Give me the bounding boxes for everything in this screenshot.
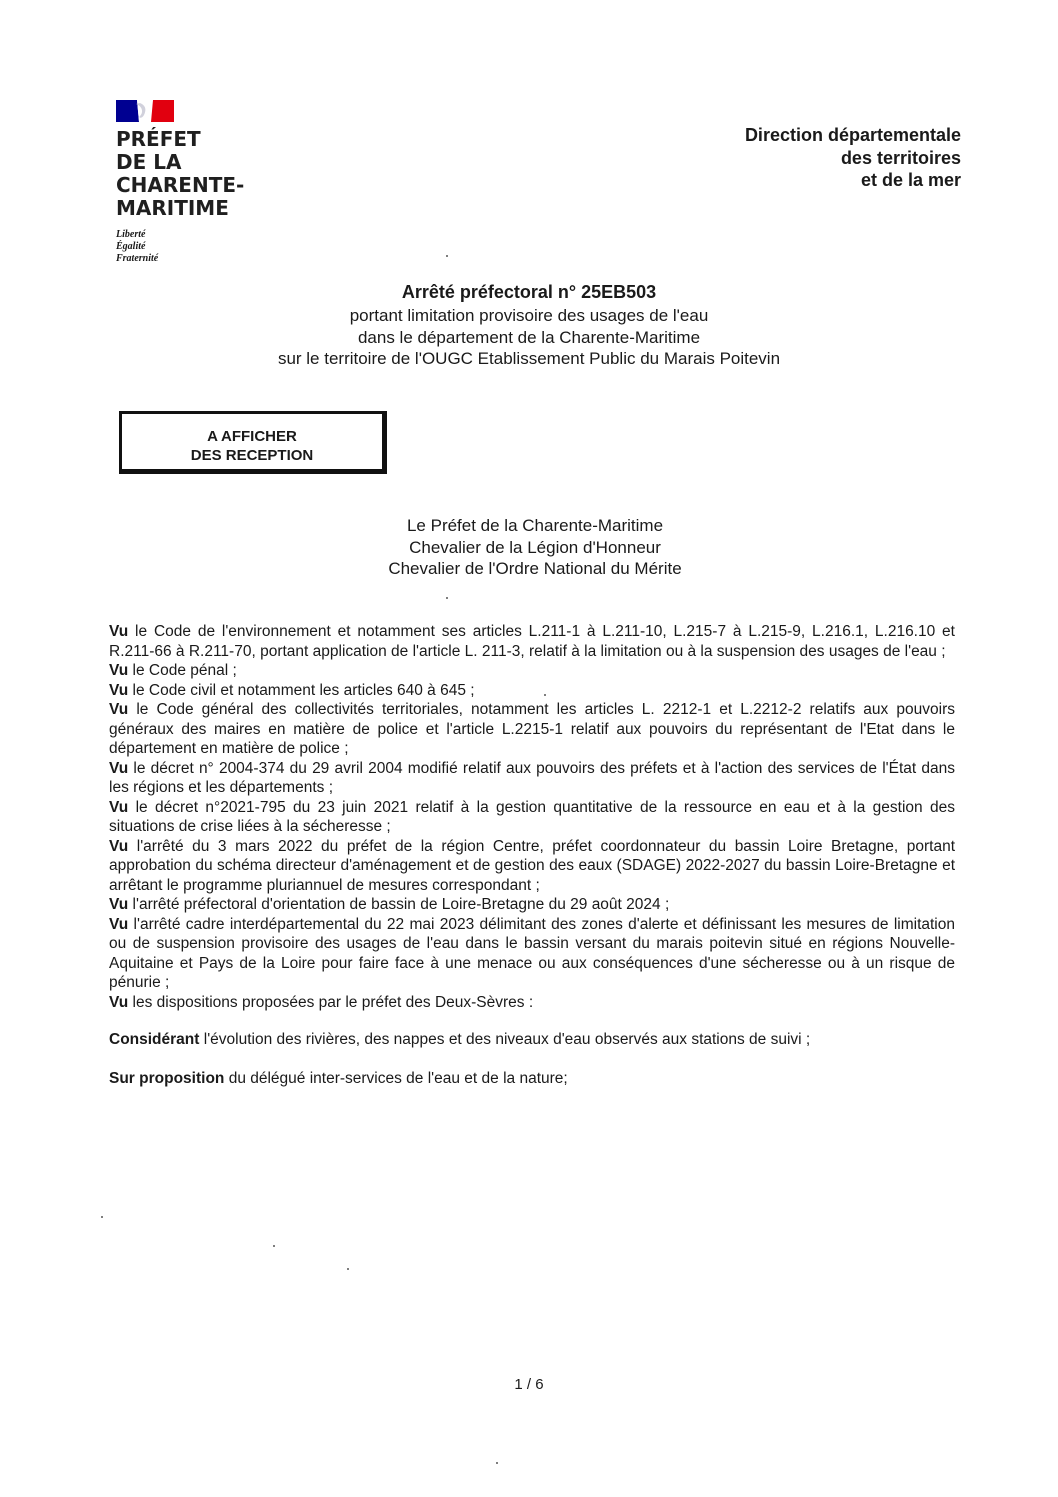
direction-line: des territoires [840, 147, 961, 168]
scan-speck [347, 1268, 349, 1270]
visa-paragraph [109, 915, 955, 993]
visa-paragraph [109, 837, 955, 896]
republic-motto [116, 229, 276, 265]
visa-lead: Vu [109, 837, 129, 855]
visa-paragraph [109, 700, 955, 759]
prefet-line: Le Préfet de la Charente-Maritime [406, 516, 664, 535]
considerant-paragraph [109, 1030, 955, 1050]
visa-paragraph [109, 895, 955, 915]
proposition-lead: Sur proposition [109, 1069, 225, 1087]
prefecture-name [116, 128, 276, 220]
proposition-text: du délégué inter-services de l'eau et de la nature; [224, 1069, 568, 1087]
visa-paragraph [109, 661, 955, 681]
visa-text: l'arrêté cadre interdépartemental du 22 mai 2023 délimitant des zones d'alerte et définissant les mesures de limitation ou de suspension provisoire des usages de l'eau dans le bassin versant du marais poitevin situé en régions Nouvelle-Aquitaine et Pays de la Loire pour faire face à une menace ou aux conséquences d'une sécheresse ou à un risque de pénurie ; [109, 915, 955, 991]
prefecture-logo [116, 100, 276, 265]
decree-subject-line: dans le département de la Charente-Maritime [357, 327, 701, 347]
scan-speck [446, 597, 448, 599]
considerant-text: l'évolution des rivières, des nappes et des niveaux d'eau observés aux stations de suivi ; [199, 1031, 811, 1048]
logo-line: DE LA [116, 150, 182, 174]
posting-notice-box [119, 411, 387, 474]
scan-speck [273, 1245, 275, 1247]
visa-text: l'arrêté préfectoral d'orientation de bassin de Loire-Bretagne du 29 août 2024 ; [128, 896, 670, 913]
prefet-titles [0, 515, 1058, 580]
visa-text: le Code pénal ; [128, 662, 237, 679]
direction-line: Direction départementale [744, 125, 961, 145]
issuing-direction [745, 124, 961, 192]
motto-line: Fraternité [116, 253, 159, 264]
prefet-line: Chevalier de la Légion d'Honneur [409, 537, 661, 557]
prefet-line: Chevalier de l'Ordre National du Mérite [388, 559, 682, 578]
logo-line: PRÉFET [116, 127, 201, 151]
notice-line: A AFFICHER [207, 428, 297, 445]
decree-body [109, 622, 955, 1088]
decree-subject-line: sur le territoire de l'OUGC Etablissement Public du Marais Poitevin [277, 349, 781, 368]
scan-speck [544, 694, 546, 696]
scan-speck [496, 1462, 498, 1464]
visa-paragraph [109, 681, 955, 701]
visa-lead: Vu [109, 662, 129, 679]
visa-lead: Vu [109, 993, 129, 1011]
visa-paragraph [109, 798, 955, 837]
marianne-flag-icon [116, 100, 174, 122]
visa-text: le décret n° 2004-374 du 29 avril 2004 modifié relatif aux pouvoirs des préfets et à l'action des services de l'État dans les régions et les départements ; [109, 759, 955, 796]
visa-text: l'arrêté du 3 mars 2022 du préfet de la région Centre, préfet coordonnateur du bassin Loire Bretagne, portant approbation du schéma directeur d'aménagement et de gestion des eaux (SDAGE) 2022-2027 du bassin Loire-Bretagne et arrêtant le programme pluriannuel de mesures correspondant ; [109, 837, 955, 894]
decree-number: Arrêté préfectoral n° 25EB503 [401, 282, 657, 302]
scan-speck [101, 1216, 103, 1218]
visa-paragraph [109, 622, 955, 661]
visa-text: le Code civil et notamment les articles 640 à 645 ; [128, 681, 475, 699]
considerant-lead: Considérant [109, 1031, 200, 1048]
visa-lead: Vu [109, 681, 129, 699]
motto-line: Liberté [116, 229, 146, 240]
direction-line: et de la mer [860, 170, 961, 190]
visa-lead: Vu [109, 759, 129, 777]
proposition-paragraph [109, 1069, 955, 1089]
visa-lead: Vu [109, 623, 129, 640]
visa-paragraph [109, 993, 955, 1013]
visa-lead: Vu [109, 915, 129, 933]
notice-line: DES RECEPTION [190, 447, 314, 464]
logo-line: MARITIME [116, 196, 229, 220]
visa-lead: Vu [109, 701, 129, 718]
visa-text: le Code de l'environnement et notamment ses articles L.211-1 à L.211-10, L.215-7 à L.215-9, L.216.1, L.216.10 et R.211-66 à R.211-70, portant application de l'article L. 211-3, relatif à la limitation ou à la suspension des usages de l'eau ; [109, 623, 955, 660]
visa-text: le Code général des collectivités territoriales, notamment les articles L. 2212-1 et L.2212-2 relatifs aux pouvoirs généraux des maires en matière de police et l'article L.2215-1 relatif aux pouvoirs du représentant de l'Etat dans le département en matière de police ; [109, 701, 955, 757]
visa-lead: Vu [109, 798, 129, 816]
visa-text: le décret n°2021-795 du 23 juin 2021 relatif à la gestion quantitative de la ressource en eau et à la gestion des situations de crise liées à la sécheresse ; [109, 798, 955, 835]
motto-line: Égalité [116, 241, 146, 252]
visa-text: les dispositions proposées par le préfet des Deux-Sèvres : [128, 993, 534, 1011]
visa-lead: Vu [109, 896, 129, 913]
scan-speck [446, 255, 448, 257]
decree-title [0, 279, 1058, 370]
page-number: 1 / 6 [514, 1376, 544, 1393]
visa-paragraph [109, 759, 955, 798]
decree-subject-line: portant limitation provisoire des usages de l'eau [349, 306, 709, 325]
logo-line: CHARENTE- [116, 173, 245, 197]
